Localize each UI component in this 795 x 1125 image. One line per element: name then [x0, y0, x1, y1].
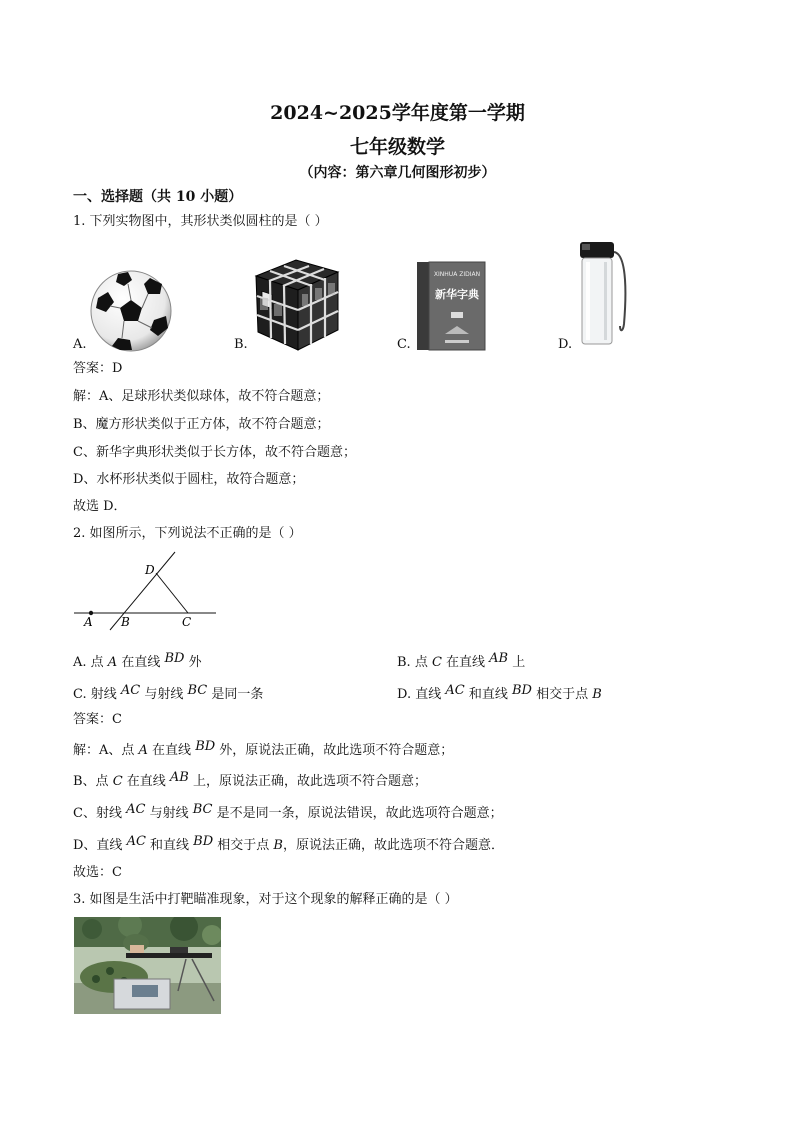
point-b-label: B [121, 615, 130, 629]
q2-option-d: D. 直线 AC 和直线 BD 相交于点 B [397, 683, 602, 702]
q3-stem: 3. 如图是生活中打靶瞄准现象，对于这个现象的解释正确的是（ ） [73, 892, 458, 907]
point-a-label: A [84, 615, 93, 629]
q2-answer: 答案：C [73, 712, 122, 727]
q1-option-d-label: D. [558, 337, 573, 352]
q2-option-c: C. 射线 AC 与射线 BC 是同一条 [73, 683, 264, 702]
q1-solution-conclusion: 故选 D． [73, 499, 127, 514]
shooting-scene-image [74, 917, 221, 1014]
soccer-ball-image [88, 268, 174, 354]
q1-answer: 答案：D [73, 361, 123, 376]
water-bottle-image [576, 240, 632, 350]
q2-stem: 2. 如图所示，下列说法不正确的是（ ） [73, 526, 302, 541]
point-d-label: D [145, 563, 155, 577]
dictionary-pinyin: XINHUA ZIDIAN [433, 271, 481, 278]
exam-subject-title: 七年级数学 [349, 136, 445, 158]
exam-term-title: 2024~2025学年度第一学期 [270, 102, 525, 124]
q1-option-b-label: B. [234, 337, 248, 352]
point-c-label: C [182, 615, 192, 629]
q1-solution-line-1: 解：A、足球形状类似球体，故不符合题意； [73, 389, 330, 404]
q2-solution-line-1: 解：A、点 A 在直线 BD 外，原说法正确，故此选项不符合题意； [73, 739, 454, 758]
q2-option-a: A. 点 A 在直线 BD 外 [73, 651, 202, 670]
q1-solution-line-4: D、水杯形状类似于圆柱，故符合题意； [73, 472, 305, 487]
q2-conclusion: 故选：C [73, 865, 122, 880]
rubiks-cube-image [252, 258, 342, 352]
q2-solution-line-3: C、射线 AC 与射线 BC 是不是同一条，原说法错误，故此选项符合题意； [73, 802, 503, 821]
shooting-aim-photo [74, 917, 221, 1014]
q2-geometry-figure [70, 546, 222, 632]
q1-solution-line-2: B、魔方形状类似于正方体，故不符合题意； [73, 417, 330, 432]
section-title: 一、选择题（共 10 小题） [73, 189, 243, 205]
dictionary-title: 新华字典 [435, 288, 479, 301]
exam-content-note: （内容：第六章几何图形初步） [299, 165, 496, 181]
q2-solution-line-4: D、直线 AC 和直线 BD 相交于点 B，原说法正确，故此选项不符合题意． [73, 834, 504, 853]
q1-stem: 1. 下列实物图中，其形状类似圆柱的是（ ） [73, 214, 328, 229]
q1-option-c-label: C. [397, 337, 411, 352]
dictionary-image [415, 260, 487, 352]
q1-option-a-label: A. [73, 337, 87, 352]
q2-option-b: B. 点 C 在直线 AB 上 [397, 651, 526, 670]
q1-solution-line-3: C、新华字典形状类似于长方体，故不符合题意； [73, 445, 356, 460]
q2-solution-line-2: B、点 C 在直线 AB 上，原说法正确，故此选项不符合题意； [73, 770, 427, 789]
